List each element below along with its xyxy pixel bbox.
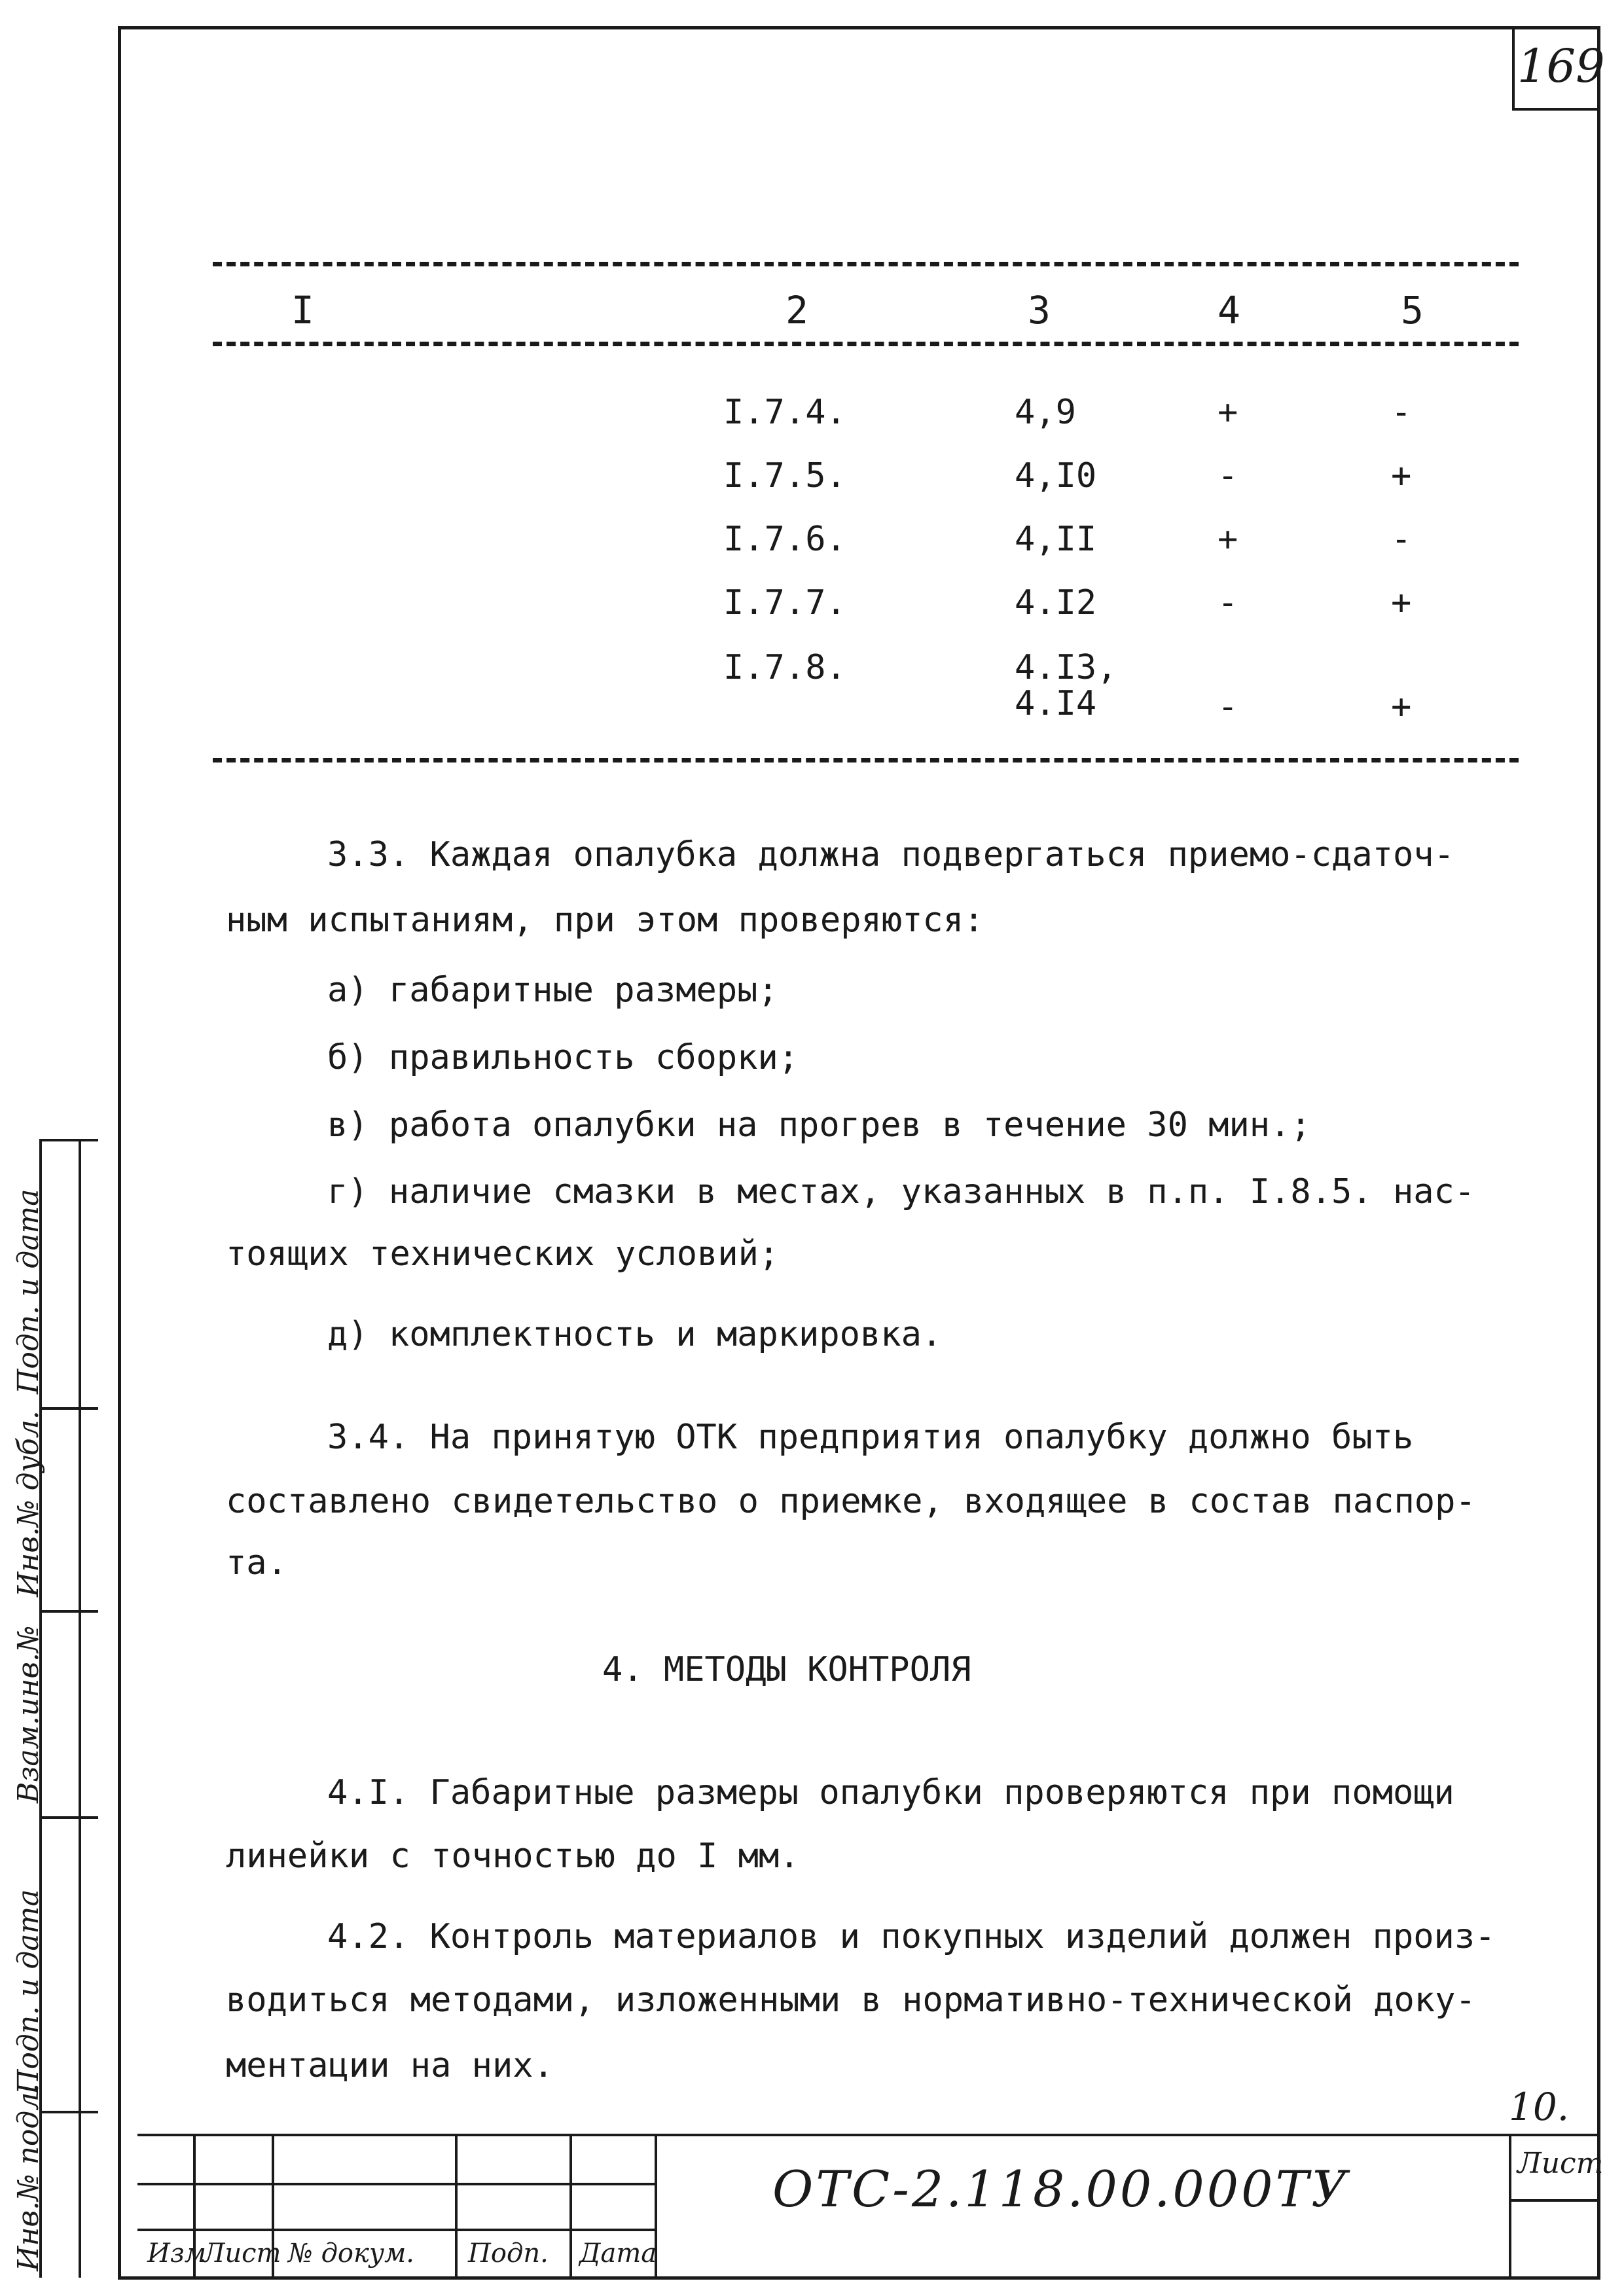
paragraph-3-3-line-1: 3.3. Каждая опалубка должна подвергаться приемо-сдаточ- xyxy=(327,835,1454,874)
paragraph-4-2-line-1: 4.2. Контроль материалов и покупных изделий должен произ- xyxy=(327,1917,1496,1956)
paragraph-4-2-line-3: ментации на них. xyxy=(226,2046,554,2085)
title-block-label: Дата xyxy=(579,2238,657,2269)
side-stamp-label: Инв.№ подл. xyxy=(12,2083,45,2271)
table-header-4: 4 xyxy=(1218,288,1240,332)
side-stamp-label: Взам.инв.№ xyxy=(12,1625,45,1803)
page-number: 169 xyxy=(1517,39,1605,93)
table-cell: + xyxy=(1391,687,1412,726)
title-block-col xyxy=(455,2134,458,2278)
paragraph-3-3-line-2: ным испытаниям, при этом проверяются: xyxy=(226,901,984,940)
table-cell: 4,9 xyxy=(1015,393,1076,432)
document-code: ОТС-2.118.00.000ТУ xyxy=(772,2160,1350,2218)
sheet-label: Лист xyxy=(1517,2147,1604,2180)
title-block-label: Изм xyxy=(147,2238,206,2269)
table-header-5: 5 xyxy=(1401,288,1424,332)
title-block-row xyxy=(137,2229,655,2231)
list-item-g-line-1: г) наличие смазки в местах, указанных в п.п. I.8.5. нас- xyxy=(327,1172,1475,1211)
title-block-col xyxy=(569,2134,572,2278)
table-bottom-rule xyxy=(213,758,1519,762)
table-cell: I.7.8. xyxy=(723,648,846,687)
side-stamp-label: Подп. и дата xyxy=(12,1189,45,1394)
table-cell: - xyxy=(1391,520,1412,559)
side-stamp-cell xyxy=(39,1610,98,1809)
paragraph-3-4-line-1: 3.4. На принятую ОТК предприятия опалубку должно быть xyxy=(327,1418,1414,1457)
frame-bottom xyxy=(118,2276,1600,2280)
table-cell: 4.I4 xyxy=(1015,684,1097,723)
table-cell: I.7.7. xyxy=(723,583,846,622)
table-cell: 4,II xyxy=(1015,520,1097,559)
table-cell: 4,I0 xyxy=(1015,456,1097,495)
list-item-b: б) правильность сборки; xyxy=(327,1038,799,1077)
table-header-1: I xyxy=(291,288,314,332)
title-block-label: Подп. xyxy=(468,2238,549,2269)
side-stamp-label: Подп. и дата xyxy=(12,1889,45,2094)
title-block-col xyxy=(1509,2134,1511,2278)
side-stamp-cell xyxy=(39,1139,98,1403)
sheet-number: 10. xyxy=(1509,2085,1570,2129)
table-cell: + xyxy=(1391,456,1412,495)
table-header-rule xyxy=(213,342,1519,346)
paragraph-4-2-line-2: водиться методами, изложенными в нормативно-технической доку- xyxy=(226,1981,1476,2020)
table-cell: - xyxy=(1218,583,1238,622)
paragraph-3-4-line-2: составлено свидетельство о приемке, входящее в состав паспор- xyxy=(226,1482,1476,1521)
side-stamp-cell xyxy=(39,2111,98,2277)
side-stamp-cell xyxy=(39,1816,98,2107)
table-cell: + xyxy=(1218,520,1238,559)
list-item-v: в) работа опалубки на прогрев в течение 30 мин.; xyxy=(327,1105,1311,1145)
paragraph-3-4-line-3: та. xyxy=(226,1543,287,1583)
list-item-a: а) габаритные размеры; xyxy=(327,971,778,1010)
frame-top xyxy=(118,26,1600,29)
table-cell: + xyxy=(1218,393,1238,432)
title-block-label: № докум. xyxy=(288,2238,414,2269)
table-top-rule xyxy=(213,262,1519,266)
title-block-top xyxy=(137,2134,1597,2136)
section-heading: 4. МЕТОДЫ КОНТРОЛЯ xyxy=(602,1650,971,1689)
table-cell: 4.I3, xyxy=(1015,648,1117,687)
table-cell: + xyxy=(1391,583,1412,622)
table-cell: I.7.4. xyxy=(723,393,846,432)
list-item-d: д) комплектность и маркировка. xyxy=(327,1315,943,1354)
list-item-g-line-2: тоящих технических условий; xyxy=(226,1234,780,1274)
paragraph-4-1-line-1: 4.I. Габаритные размеры опалубки проверяются при помощи xyxy=(327,1773,1454,1812)
title-block-label: Лист xyxy=(203,2238,281,2269)
paragraph-4-1-line-2: линейки с точностью до I мм. xyxy=(226,1837,800,1876)
title-block-row xyxy=(137,2183,655,2185)
side-stamp-label: Инв.№ дубл. xyxy=(12,1410,45,1597)
table-cell: - xyxy=(1218,456,1238,495)
table-cell: I.7.6. xyxy=(723,520,846,559)
table-cell: - xyxy=(1391,393,1412,432)
side-stamp-cell xyxy=(39,1407,98,1606)
table-header-2: 2 xyxy=(785,288,808,332)
table-header-3: 3 xyxy=(1028,288,1051,332)
table-cell: - xyxy=(1218,687,1238,726)
frame-right xyxy=(1597,26,1600,2278)
table-cell: I.7.5. xyxy=(723,456,846,495)
title-block-sheet-divider xyxy=(1509,2199,1597,2202)
table-cell: 4.I2 xyxy=(1015,583,1097,622)
